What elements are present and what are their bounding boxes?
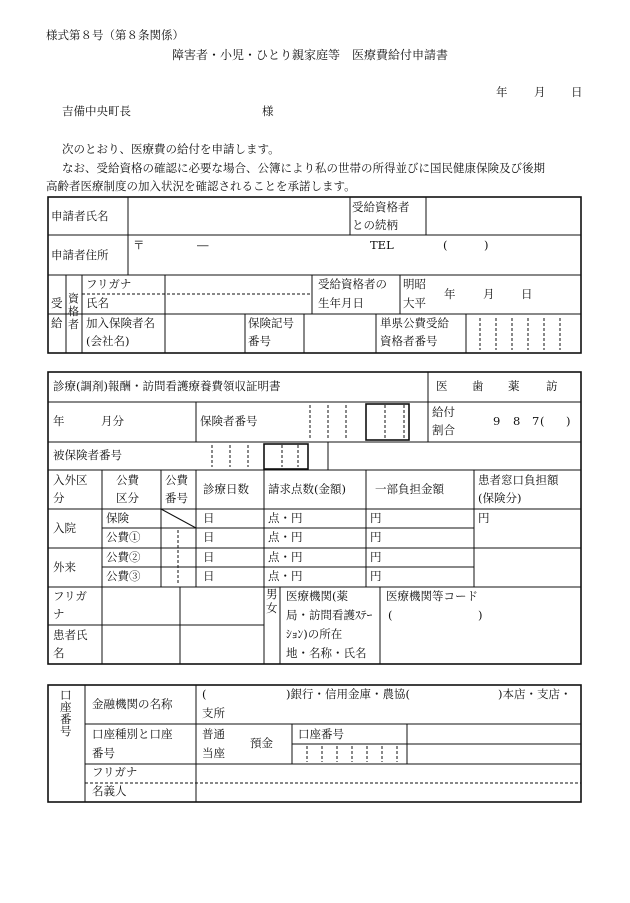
recipient-side-5: 者	[68, 318, 79, 331]
holder-name-field[interactable]	[200, 785, 578, 800]
dob-month: 月	[483, 287, 495, 301]
account-no-label: 口座番号	[298, 727, 344, 741]
date-month[interactable]: 月	[534, 85, 546, 99]
relation-field[interactable]	[428, 200, 578, 233]
hdr-pubno-1: 公費	[165, 473, 188, 487]
recipient-name-label: 氏名	[86, 296, 109, 310]
intro-line-2: なお、受給資格の確認に必要な場合、公簿により私の世帯の所得並びに国民健康保険及び後期	[62, 161, 545, 175]
account-ordinary[interactable]: 普通	[202, 727, 225, 741]
recipient-side-2: 給	[51, 316, 63, 330]
dob-day: 日	[521, 287, 533, 301]
type-visit[interactable]: 訪	[546, 379, 558, 393]
facility-label-2: 局・訪問看護ｽﾃｰ	[286, 608, 373, 622]
ratio-paren-open: (	[540, 414, 545, 428]
bank-side-3: 番	[60, 712, 72, 726]
public-label-1: 単県公費受給	[380, 316, 449, 330]
recipient-side-4: 格	[68, 305, 79, 318]
row-2-yen: 円	[370, 530, 382, 544]
type-medical[interactable]: 医	[436, 379, 448, 393]
honorific: 様	[262, 104, 274, 118]
postal-dash: ―	[197, 238, 209, 252]
bank-side-4: 号	[60, 724, 72, 738]
ratio-9[interactable]: 9	[493, 414, 501, 428]
row-label-public-2: 公費②	[106, 550, 141, 564]
benefit-label-1: 給付	[432, 405, 455, 419]
row-2-days: 日	[203, 530, 215, 544]
row-1-points: 点・円	[268, 511, 303, 525]
insurer-no-label: 保険者番号	[200, 414, 258, 428]
facility-code-paren-close: )	[478, 608, 483, 622]
addressee: 吉備中央町長	[62, 104, 131, 118]
symbol-label-1: 保険記号	[248, 316, 294, 330]
recipient-side-1: 受	[51, 296, 63, 310]
facility-label-1: 医療機関(薬	[286, 589, 348, 603]
hdr-patient-1: 患者窓口負担額	[478, 473, 559, 487]
holder-name-label: 名義人	[92, 784, 127, 798]
ratio-paren-close: )	[566, 414, 571, 428]
benefit-label-2: 割合	[432, 423, 455, 437]
facility-label-4: 地・名称・氏名	[286, 646, 367, 660]
hdr-points: 請求点数(金額)	[268, 482, 346, 496]
row-label-insurance: 保険	[106, 511, 129, 525]
symbol-label-2: 番号	[248, 334, 271, 348]
type-pharmacy[interactable]: 薬	[508, 379, 520, 393]
account-type-label-2: 番号	[92, 746, 115, 760]
hdr-patient-2: (保険分)	[478, 491, 522, 505]
ratio-7[interactable]: 7	[532, 414, 540, 428]
deposit-label: 預金	[250, 736, 273, 750]
account-current[interactable]: 当座	[202, 746, 225, 760]
outpatient-label: 外来	[53, 560, 76, 574]
tel-label: TEL	[370, 238, 394, 252]
holder-furigana-field[interactable]	[200, 766, 578, 781]
intro-line-3: 高齢者医療制度の加入状況を確認されることを承諾します。	[46, 179, 356, 193]
sex-female[interactable]: 女	[266, 601, 278, 615]
type-dental[interactable]: 歯	[472, 379, 484, 393]
patient-furigana-1: フリガ	[53, 589, 87, 603]
recipient-furigana-label: フリガナ	[86, 277, 132, 291]
applicant-address-label: 申請者住所	[51, 248, 109, 262]
patient-name-2: 名	[53, 646, 65, 660]
bank-type-text: )銀行・信用金庫・農協(	[286, 687, 410, 701]
hdr-inout-2: 分	[53, 491, 65, 505]
hdr-inout-1: 入外区	[53, 473, 88, 487]
row-3-points: 点・円	[268, 550, 303, 564]
tel-paren-open: (	[443, 238, 448, 252]
bank-side-2: 座	[60, 700, 72, 714]
insurer-label-2: (会社名)	[86, 334, 130, 348]
certificate-title: 診療(調剤)報酬・訪問看護療養費領収証明書	[53, 379, 281, 393]
relation-label-1: 受給資格者	[352, 200, 410, 214]
row-1-yen: 円	[370, 511, 382, 525]
tel-paren-close: )	[484, 238, 489, 252]
date-year[interactable]: 年	[496, 85, 508, 99]
public-label-2: 資格者番号	[380, 334, 438, 348]
row-4-yen: 円	[370, 569, 382, 583]
hdr-copay: 一部負担金額	[375, 482, 444, 496]
applicant-name-label: 申請者氏名	[51, 209, 109, 223]
bank-name-label: 金融機関の名称	[92, 697, 173, 711]
postal-mark: 〒	[133, 238, 145, 252]
facility-code-label: 医療機関等コード	[386, 589, 478, 603]
row-2-points: 点・円	[268, 530, 303, 544]
dob-label-2: 生年月日	[318, 296, 364, 310]
date-day[interactable]: 日	[571, 85, 583, 99]
patient-furigana-2: ナ	[53, 607, 65, 621]
branch-suffix: 支所	[202, 706, 225, 720]
hdr-days: 診療日数	[203, 482, 249, 496]
recipient-side-3: 資	[68, 292, 79, 305]
branch-type-text: )本店・支店・	[498, 687, 572, 701]
era-showa-meiji[interactable]: 明昭	[403, 277, 426, 291]
row-1-patient-yen: 円	[478, 511, 490, 525]
row-1-days: 日	[203, 511, 215, 525]
row-label-public-3: 公費③	[106, 569, 141, 583]
relation-label-2: との続柄	[352, 218, 398, 232]
row-3-yen: 円	[370, 550, 382, 564]
row-label-public-1: 公費①	[106, 530, 141, 544]
dob-year: 年	[444, 287, 456, 301]
cert-month: 月分	[101, 414, 124, 428]
hdr-pubno-2: 番号	[165, 491, 188, 505]
holder-furigana-label: フリガナ	[92, 765, 138, 779]
account-type-label-1: 口座種別と口座	[92, 727, 173, 741]
intro-line-1: 次のとおり、医療費の給付を申請します。	[62, 142, 280, 156]
dob-label-1: 受給資格者の	[318, 277, 387, 291]
era-taisho-heisei[interactable]: 大平	[403, 296, 426, 310]
insured-no-label: 被保険者番号	[53, 448, 122, 462]
insurer-label-1: 加入保険者名	[86, 316, 155, 330]
facility-label-3: ｼｮﾝ)の所在	[286, 627, 343, 641]
inpatient-label: 入院	[53, 521, 76, 535]
row-4-days: 日	[203, 569, 215, 583]
row-4-points: 点・円	[268, 569, 303, 583]
hdr-public-1: 公費	[116, 473, 139, 487]
applicant-name-field[interactable]	[130, 200, 348, 233]
form-title: 障害者・小児・ひとり親家庭等 医療費給付申請書	[172, 48, 449, 62]
cert-year: 年	[53, 414, 65, 428]
form-number: 様式第８号（第８条関係）	[46, 28, 184, 42]
hdr-public-2: 区分	[116, 491, 139, 505]
sex-male[interactable]: 男	[266, 587, 278, 601]
bank-paren-open: (	[202, 687, 207, 701]
ratio-8[interactable]: 8	[513, 414, 521, 428]
row-3-days: 日	[203, 550, 215, 564]
bank-side-1: 口	[60, 688, 72, 702]
facility-code-paren-open: (	[388, 608, 393, 622]
patient-name-1: 患者氏	[53, 628, 88, 642]
